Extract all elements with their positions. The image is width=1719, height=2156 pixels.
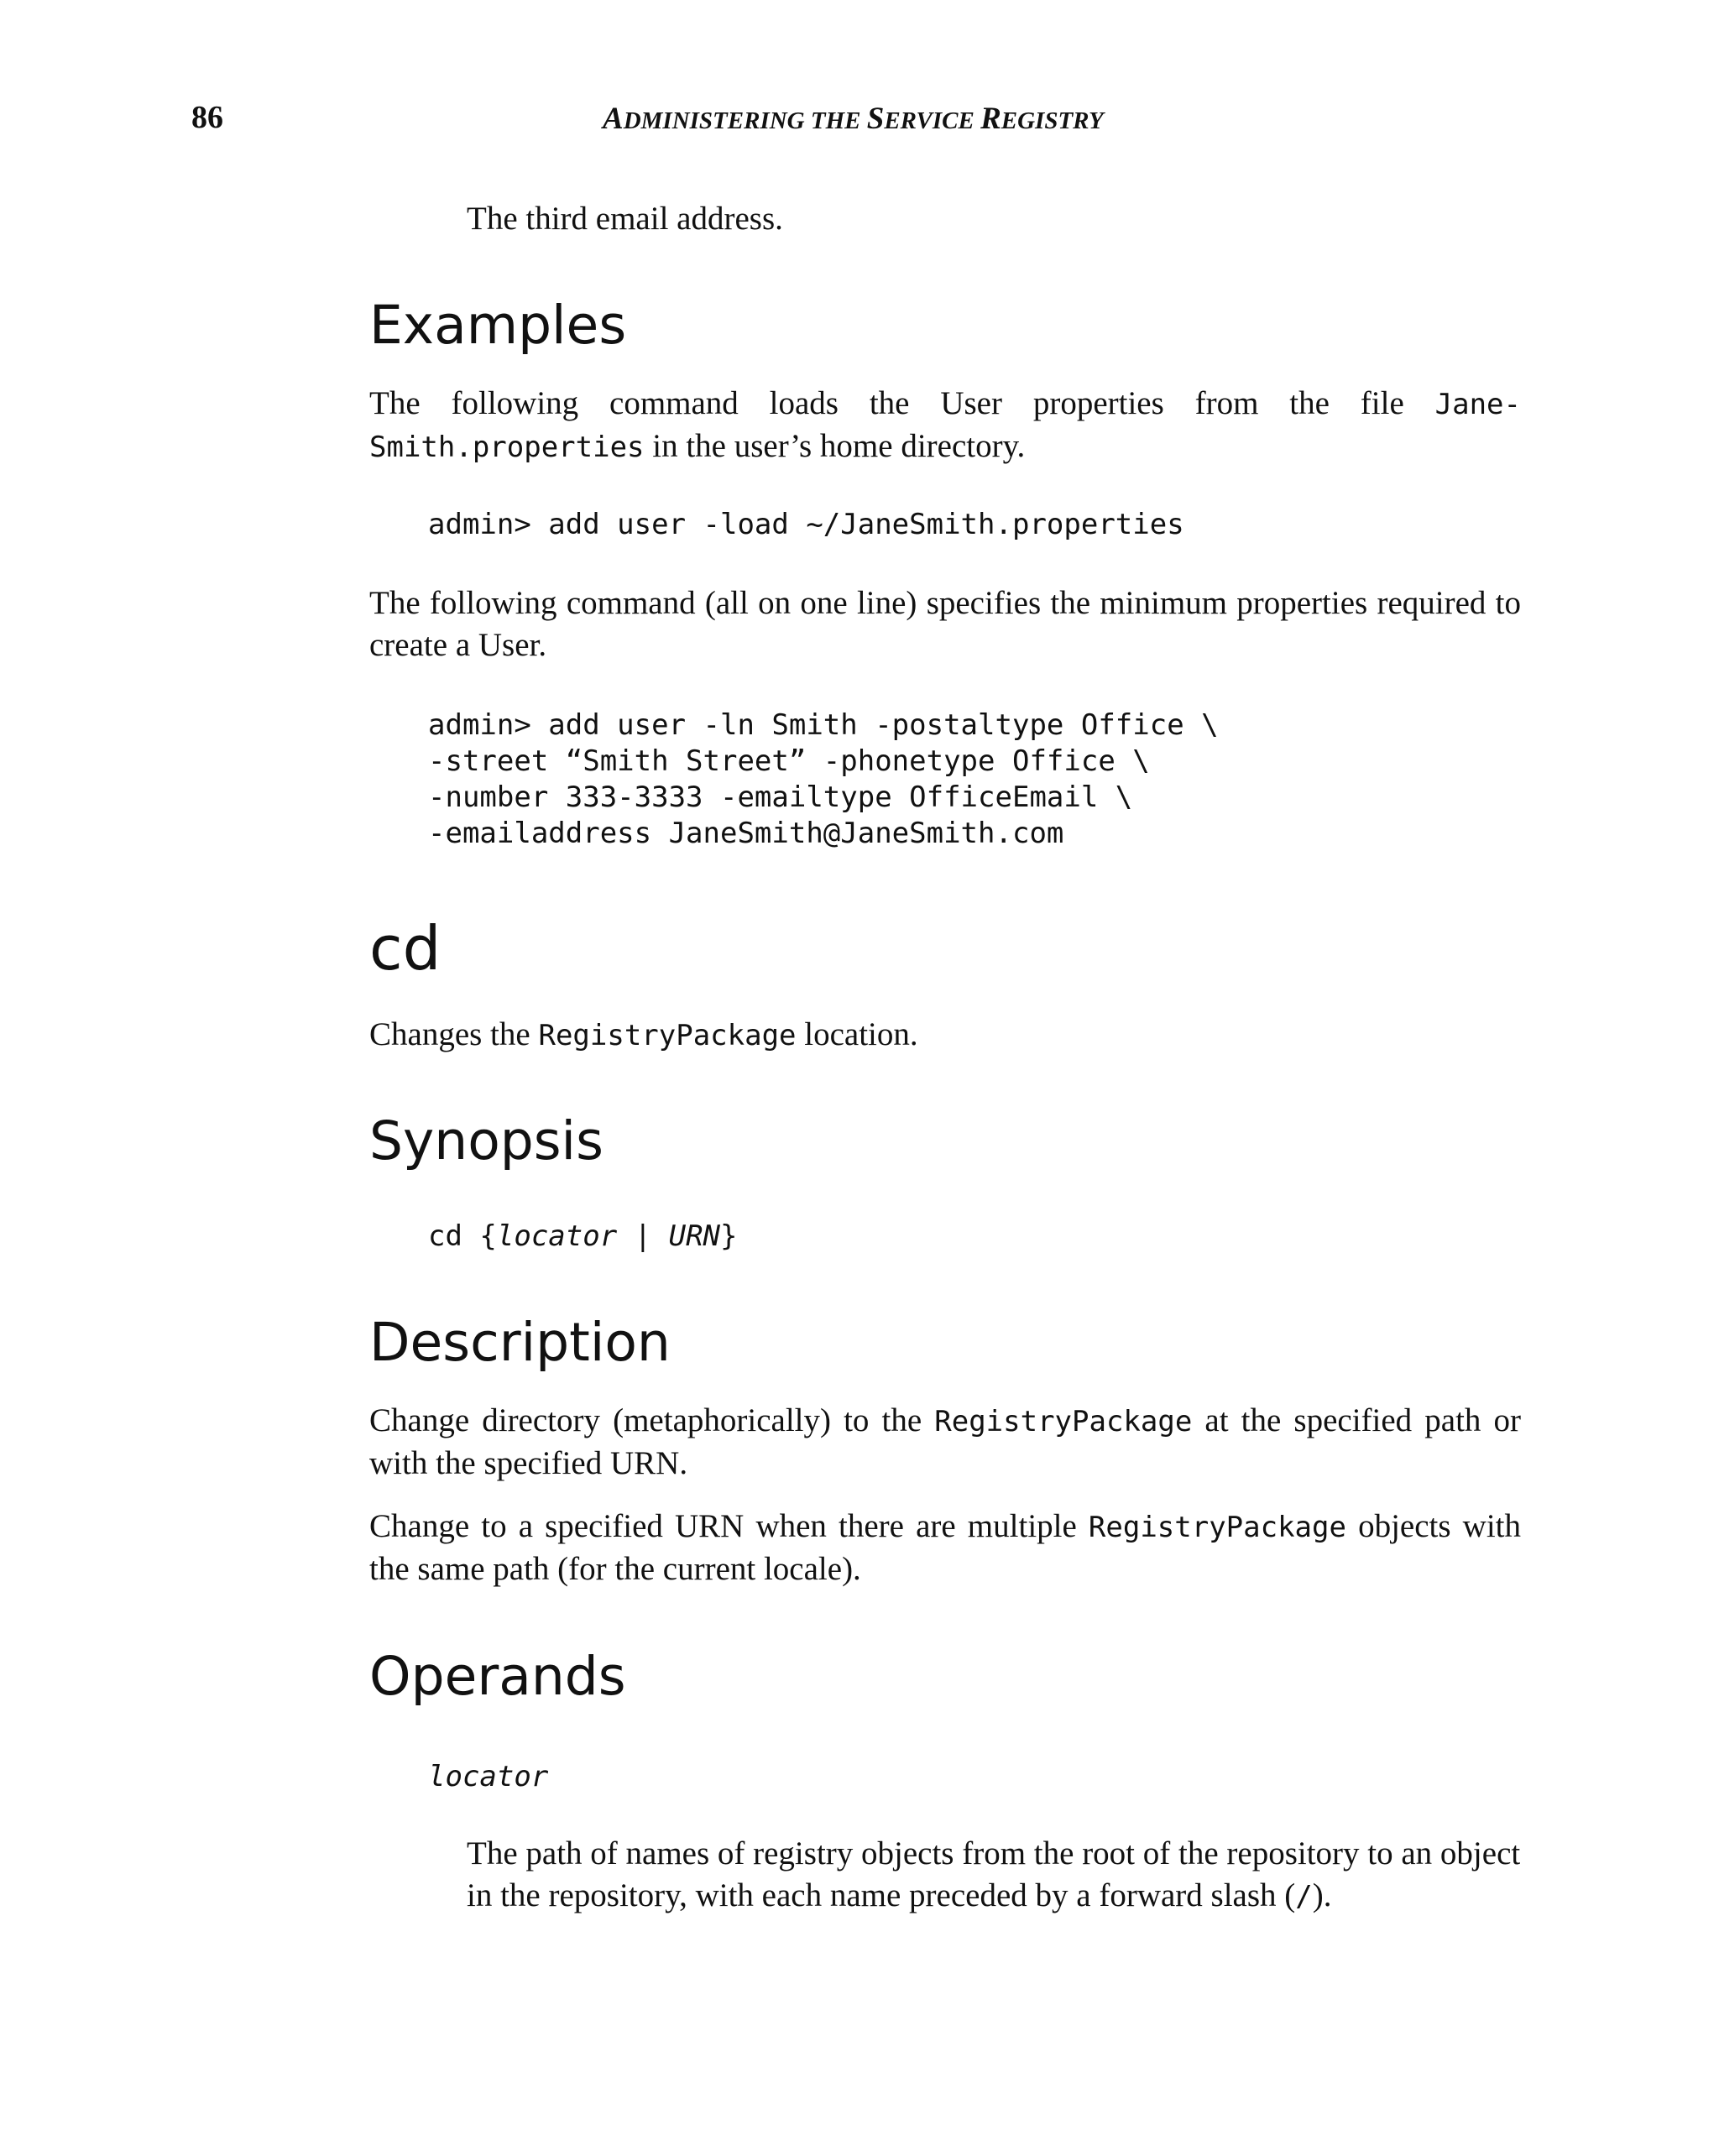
running-head-cap-a: A xyxy=(603,102,624,136)
registry-package-code: RegistryPackage xyxy=(1088,1511,1346,1544)
description-paragraph-2-tail: objects with the same path (for the current locale). xyxy=(369,1508,1521,1587)
registry-package-code: RegistryPackage xyxy=(538,1019,797,1052)
cd-summary-text: Changes the xyxy=(369,1016,539,1052)
properties-filename: Jane-Smith.properties xyxy=(369,388,1521,464)
operand-definition-text: The path of names of registry objects from the root of the repository to an object in the repository, with each name preceded by a forward slash ( xyxy=(467,1835,1521,1913)
running-head-cap-r: R xyxy=(980,102,1001,136)
code-line: -emailaddress JaneSmith@JaneSmith.com xyxy=(428,817,1064,850)
synopsis-cmd: cd { xyxy=(428,1219,497,1253)
synopsis-close: } xyxy=(720,1219,738,1253)
running-head-part-a: DMINISTERING THE xyxy=(623,107,867,134)
description-paragraph-1-text: Change directory (metaphorically) to the xyxy=(369,1402,935,1438)
description-paragraph-2-text: Change to a specified URN when there are multiple xyxy=(369,1508,1089,1544)
description-paragraph-1-tail: at the specified path or with the specified URN. xyxy=(369,1402,1521,1481)
running-head-part-s: ERVICE xyxy=(884,107,981,134)
examples-paragraph-1-text: The following command loads the User properties from the file xyxy=(369,385,1435,421)
code-line: -number 333-3333 -emailtype OfficeEmail \ xyxy=(428,780,1133,814)
description-paragraph-1 xyxy=(369,1400,1521,1485)
synopsis-command xyxy=(428,1219,738,1255)
cd-heading: cd xyxy=(369,913,442,984)
cd-summary-tail: location. xyxy=(796,1016,918,1052)
operands-heading: Operands xyxy=(369,1646,626,1707)
running-head-cap-s: S xyxy=(866,102,885,136)
examples-paragraph-1-tail: in the user’s home directory. xyxy=(644,428,1026,464)
intro-line: The third email address. xyxy=(467,201,783,237)
forward-slash-code: / xyxy=(1295,1880,1313,1913)
registry-package-code: RegistryPackage xyxy=(934,1405,1193,1438)
examples-heading: Examples xyxy=(369,295,627,356)
synopsis-arg-locator: locator xyxy=(496,1219,618,1253)
synopsis-arg-urn: URN xyxy=(668,1219,721,1253)
code-line: admin> add user -ln Smith -postaltype Office \ xyxy=(428,708,1219,742)
operand-definition-tail: ). xyxy=(1312,1877,1332,1913)
description-heading: Description xyxy=(369,1312,671,1373)
running-head xyxy=(603,104,1104,136)
examples-paragraph-1 xyxy=(369,383,1521,468)
synopsis-separator: | xyxy=(617,1219,669,1253)
operand-term-locator: locator xyxy=(428,1760,549,1793)
description-paragraph-2 xyxy=(369,1506,1521,1590)
cd-summary xyxy=(369,1014,1521,1057)
synopsis-heading: Synopsis xyxy=(369,1110,603,1172)
page-number: 86 xyxy=(191,100,223,135)
add-user-command xyxy=(428,707,1219,852)
operand-definition xyxy=(467,1833,1521,1918)
examples-paragraph-2: The following command (all on one line) specifies the minimum properties required to create a User. xyxy=(369,585,1521,663)
load-user-command: admin> add user -load ~/JaneSmith.properties xyxy=(428,508,1184,541)
running-head-part-r: EGISTRY xyxy=(1001,107,1104,134)
code-line: -street “Smith Street” -phonetype Office \ xyxy=(428,744,1150,778)
